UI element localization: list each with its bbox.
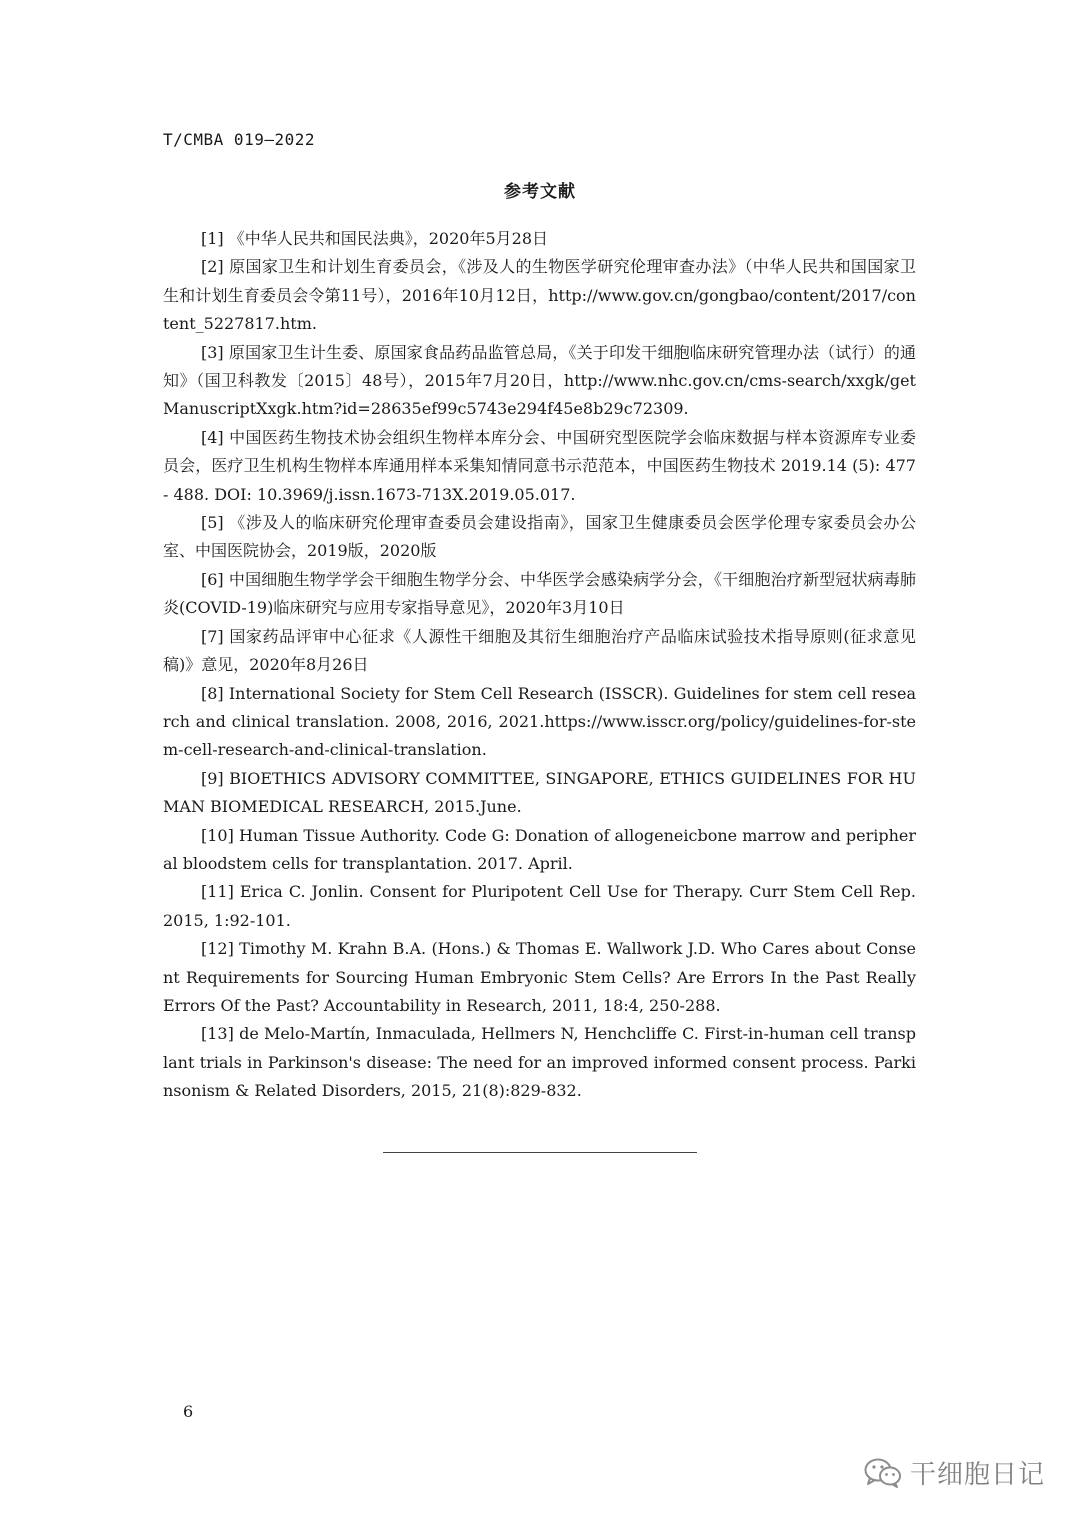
standard-code: T/CMBA 019—2022 — [163, 130, 315, 149]
watermark-text: 干细胞日记 — [910, 1460, 1046, 1490]
end-divider — [383, 1152, 697, 1153]
reference-item: [4] 中国医药生物技术协会组织生物样本库分会、中国研究型医院学会临床数据与样本资源库专业委员会，医疗卫生机构生物样本库通用样本采集知情同意书示范范本，中国医药生物技术 2019.14 (5): 477- 488. DOI: 10.3969/j.issn.1673-713X.2019.05.017. — [163, 427, 916, 504]
reference-item: [9] BIOETHICS ADVISORY COMMITTEE, SINGAPORE, ETHICS GUIDELINES FOR HUMAN BIOMEDICAL RESEARCH, 2015.June. — [163, 768, 916, 817]
reference-item: [1] 《中华人民共和国民法典》，2020年5月28日 — [201, 229, 549, 248]
watermark — [864, 1454, 1045, 1491]
reference-item: [6] 中国细胞生物学学会干细胞生物学分会、中华医学会感染病学分会，《干细胞治疗新型冠状病毒肺炎(COVID-19)临床研究与应用专家指导意见》，2020年3月10日 — [163, 569, 916, 618]
reference-item: [3] 原国家卫生计生委、原国家食品药品监管总局，《关于印发干细胞临床研究管理办法（试行）的通知》（国卫科教发〔2015〕48号），2015年7月20日，http://www.nhc.gov.cn/cms-search/xxgk/getManuscriptXxgk.htm?id=28635ef99c5743e294f45e8b29c72309. — [163, 342, 916, 419]
reference-item: [8] International Society for Stem Cell Research (ISSCR). Guidelines for stem cell research and clinical translation. 2008, 2016, 2021.https://www.isscr.org/policy/guidelines-for-stem-cell-research-and-clinical-translation. — [163, 683, 916, 760]
reference-item: [11] Erica C. Jonlin. Consent for Pluripotent Cell Use for Therapy. Curr Stem Cell Rep. 2015, 1:92-101. — [163, 882, 916, 930]
reference-item: [2] 原国家卫生和计划生育委员会，《涉及人的生物医学研究伦理审查办法》（中华人民共和国国家卫生和计划生育委员会令第11号），2016年10月12日，http://www.gov.cn/gongbao/content/2017/content_5227817.htm. — [163, 257, 916, 334]
page-number: 6 — [183, 1402, 194, 1421]
wechat-icon — [864, 1457, 902, 1489]
section-title: 参考文献 — [504, 182, 576, 202]
reference-item: [5] 《涉及人的临床研究伦理审查委员会建设指南》，国家卫生健康委员会医学伦理专家委员会办公室、中国医院协会，2019版，2020版 — [163, 513, 916, 561]
reference-item: [7] 国家药品评审中心征求《人源性干细胞及其衍生细胞治疗产品临床试验技术指导原则(征求意见稿)》意见，2020年8月26日 — [163, 626, 916, 675]
reference-item: [10] Human Tissue Authority. Code G: Donation of allogeneicbone marrow and peripheral bloodstem cells for transplantation. 2017. April. — [163, 825, 916, 873]
reference-list — [163, 225, 916, 1106]
reference-item: [12] Timothy M. Krahn B.A. (Hons.) & Thomas E. Wallwork J.D. Who Cares about Consent Requirements for Sourcing Human Embryonic Stem Cells? Are Errors In the Past Really Errors Of the Past? Accountability in Research, 2011, 18:4, 250-288. — [163, 939, 916, 1015]
reference-item: [13] de Melo-Martín, Inmaculada, Hellmers N, Henchcliffe C. First-in-human cell transplant trials in Parkinson's disease: The need for an improved informed consent process. Parkinsonism & Related Disorders, 2015, 21(8):829-832. — [163, 1024, 916, 1101]
